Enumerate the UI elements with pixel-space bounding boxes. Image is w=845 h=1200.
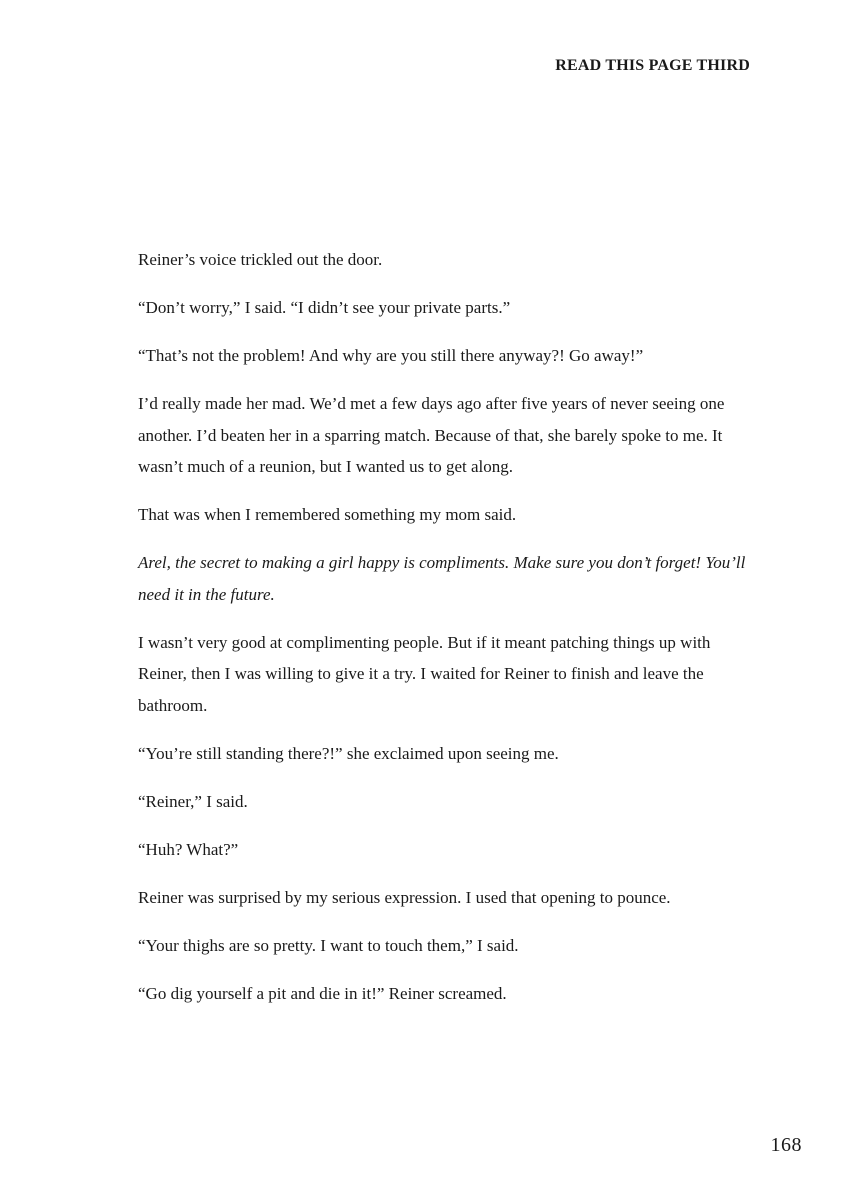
page-number: 168 [770, 1134, 802, 1156]
paragraph: That was when I remembered something my mom said. [138, 505, 517, 524]
paragraph: “Your thighs are so pretty. I want to touch them,” I said. [138, 935, 519, 955]
paragraph: “Reiner,” I said. [138, 791, 248, 811]
paragraph: “Go dig yourself a pit and die in it!” Reiner screamed. [138, 983, 507, 1003]
paragraph: Reiner was surprised by my serious expression. I used that opening to pounce. [138, 887, 671, 907]
paragraph: I wasn’t very good at complimenting people. But if it meant patching things up with Reiner, then I was willing to give it a try. I waited for Reiner to finish and leave the bathroom. [138, 632, 711, 715]
page-body [138, 244, 758, 1026]
paragraph: “You’re still standing there?!” she exclaimed upon seeing me. [138, 743, 559, 763]
paragraph: I’d really made her mad. We’d met a few days ago after five years of never seeing one another. I’d beaten her in a sparring match. Because of that, she barely spoke to me. It wasn’t much of a reunion, but I wanted us to get along. [138, 394, 725, 476]
running-header: READ THIS PAGE THIRD [555, 57, 750, 74]
italic-thought-paragraph: Arel, the secret to making a girl happy is compliments. Make sure you don’t forget! You’ll need it in the future. [138, 553, 746, 604]
paragraph: Reiner’s voice trickled out the door. [138, 250, 383, 269]
paragraph: “That’s not the problem! And why are you still there anyway?! Go away!” [138, 346, 644, 365]
paragraph: “Huh? What?” [138, 839, 239, 859]
paragraph: “Don’t worry,” I said. “I didn’t see your private parts.” [138, 298, 511, 317]
